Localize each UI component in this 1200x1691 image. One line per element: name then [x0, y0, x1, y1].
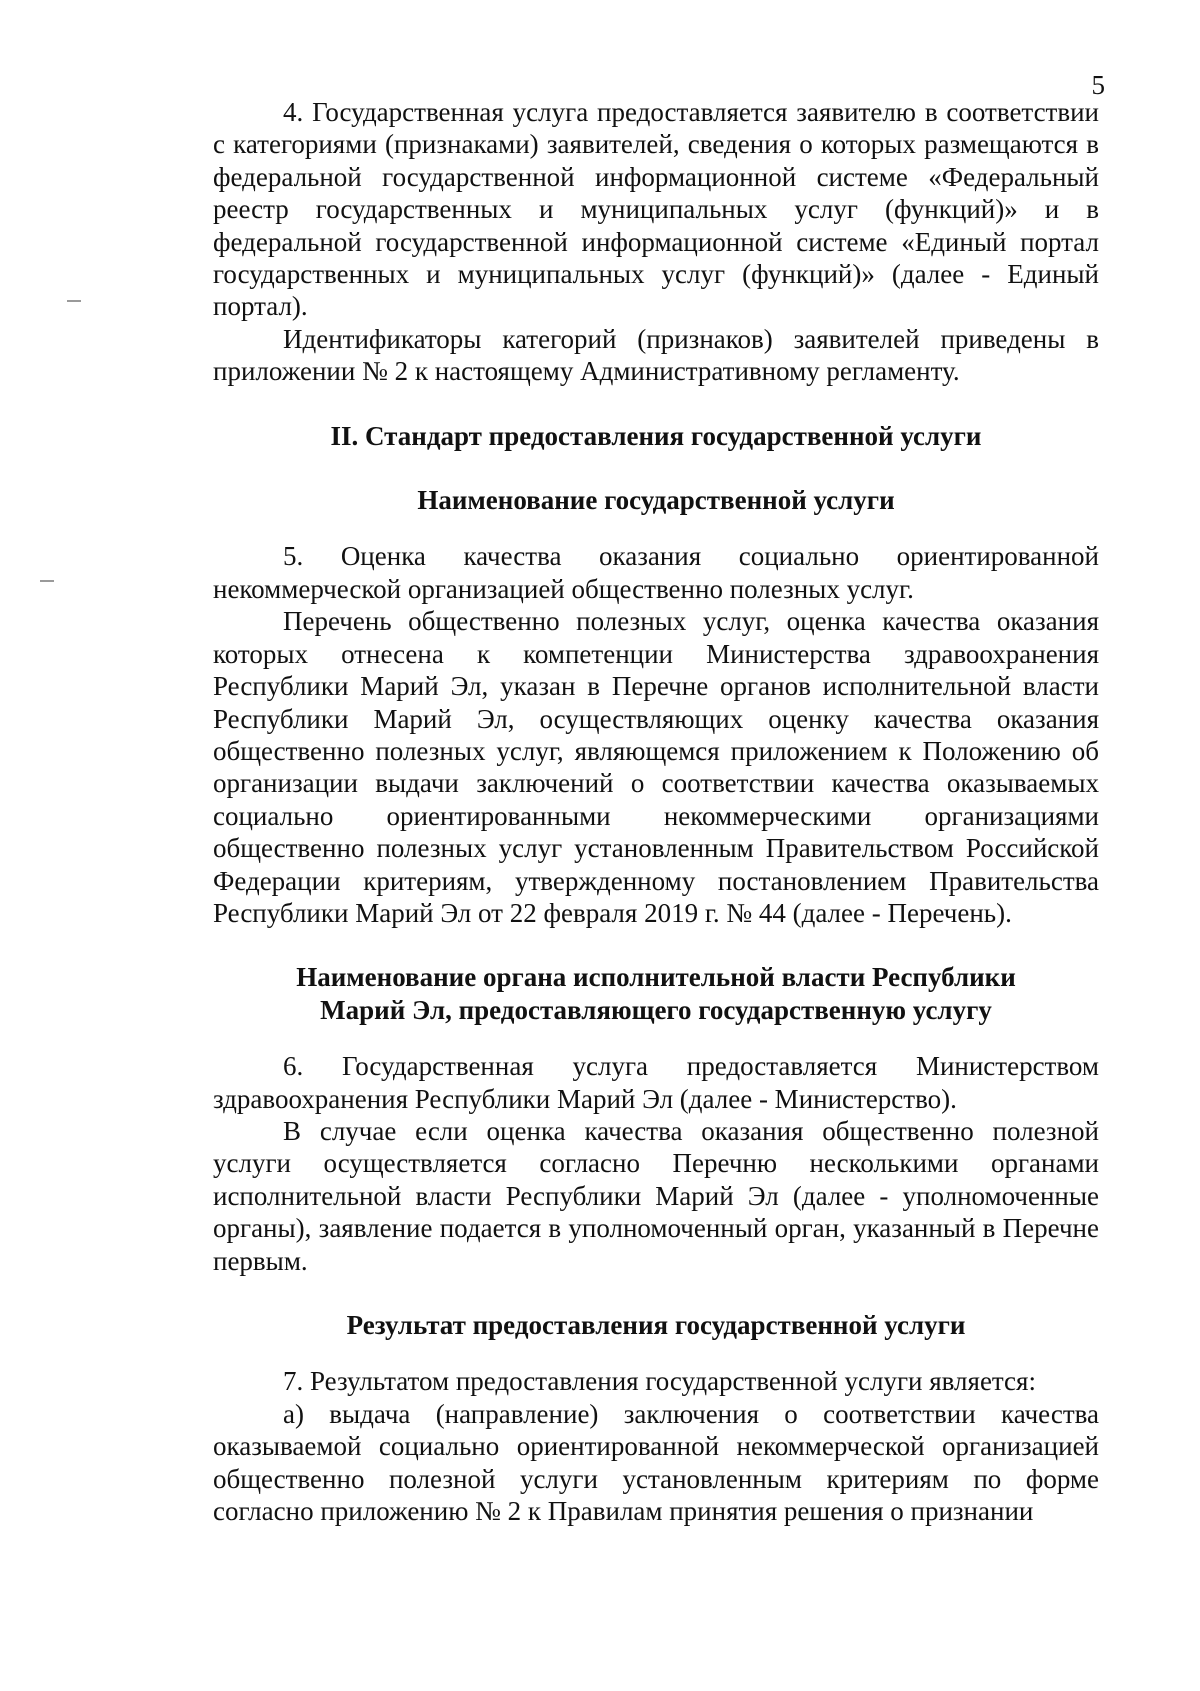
scan-mark	[40, 580, 54, 582]
paragraph-authorized-organs: В случае если оценка качества оказания общественно полезной услуги осуществляется согласно Перечню несколькими органами исполнительной власти Республики Марий Эл (далее - уполномоченные органы), заявление подается в уполномоченный орган, указанный в Перечне первым.	[213, 1115, 1099, 1276]
subheading-organ-line2: Марий Эл, предоставляющего государственную услугу	[320, 994, 992, 1025]
subheading-organ-line1: Наименование органа исполнительной власти Республики	[296, 962, 1016, 993]
scan-mark	[67, 300, 81, 302]
paragraph-4: 4. Государственная услуга предоставляется заявителю в соответствии с категориями (признаками) заявителей, сведения о которых размещаются в федеральной государственной информационной системе «Федеральный реестр государственных и муниципальных услуг (функций)» и в федеральной государственной информационной системе «Единый портал государственных и муниципальных услуг (функций)» (далее - Единый портал).	[213, 97, 1099, 322]
paragraph-list: Перечень общественно полезных услуг, оценка качества оказания которых отнесена к компетенции Министерства здравоохранения Республики Марий Эл, указан в Перечне органов исполнительной власти Республики Марий Эл, осуществляющих оценку качества оказания общественно полезных услуг, являющемся приложением к Положению об организации выдачи заключений о соответствии качества оказываемых социально ориентированными некоммерческими организациями общественно полезных услуг установленным Правительством Российской Федерации критериям, утвержденному постановлением Правительства Республики Марий Эл от 22 февраля 2019 г. № 44 (далее - Перечень).	[213, 606, 1099, 928]
paragraph-5: 5. Оценка качества оказания социально ориентированной некоммерческой организацией общественно полезных услуг.	[213, 541, 1099, 604]
section-heading: II. Стандарт предоставления государственной услуги	[330, 420, 982, 451]
page-number: 5	[1091, 70, 1105, 100]
paragraph-7: 7. Результатом предоставления государственной услуги является:	[283, 1366, 1036, 1397]
paragraph-6: 6. Государственная услуга предоставляется Министерством здравоохранения Республики Марий Эл (далее - Министерство).	[213, 1051, 1099, 1114]
document-body	[213, 96, 1099, 1527]
subheading-service-name: Наименование государственной услуги	[417, 485, 895, 516]
paragraph-7a: а) выдача (направление) заключения о соответствии качества оказываемой социально ориентированной некоммерческой организацией общественно полезной услуги установленным критериям по форме согласно приложению № 2 к Правилам принятия решения о признании	[213, 1398, 1099, 1527]
subheading-result: Результат предоставления государственной услуги	[346, 1310, 966, 1340]
paragraph-identifiers: Идентификаторы категорий (признаков) заявителей приведены в приложении № 2 к настоящему Административному регламенту.	[213, 323, 1099, 387]
